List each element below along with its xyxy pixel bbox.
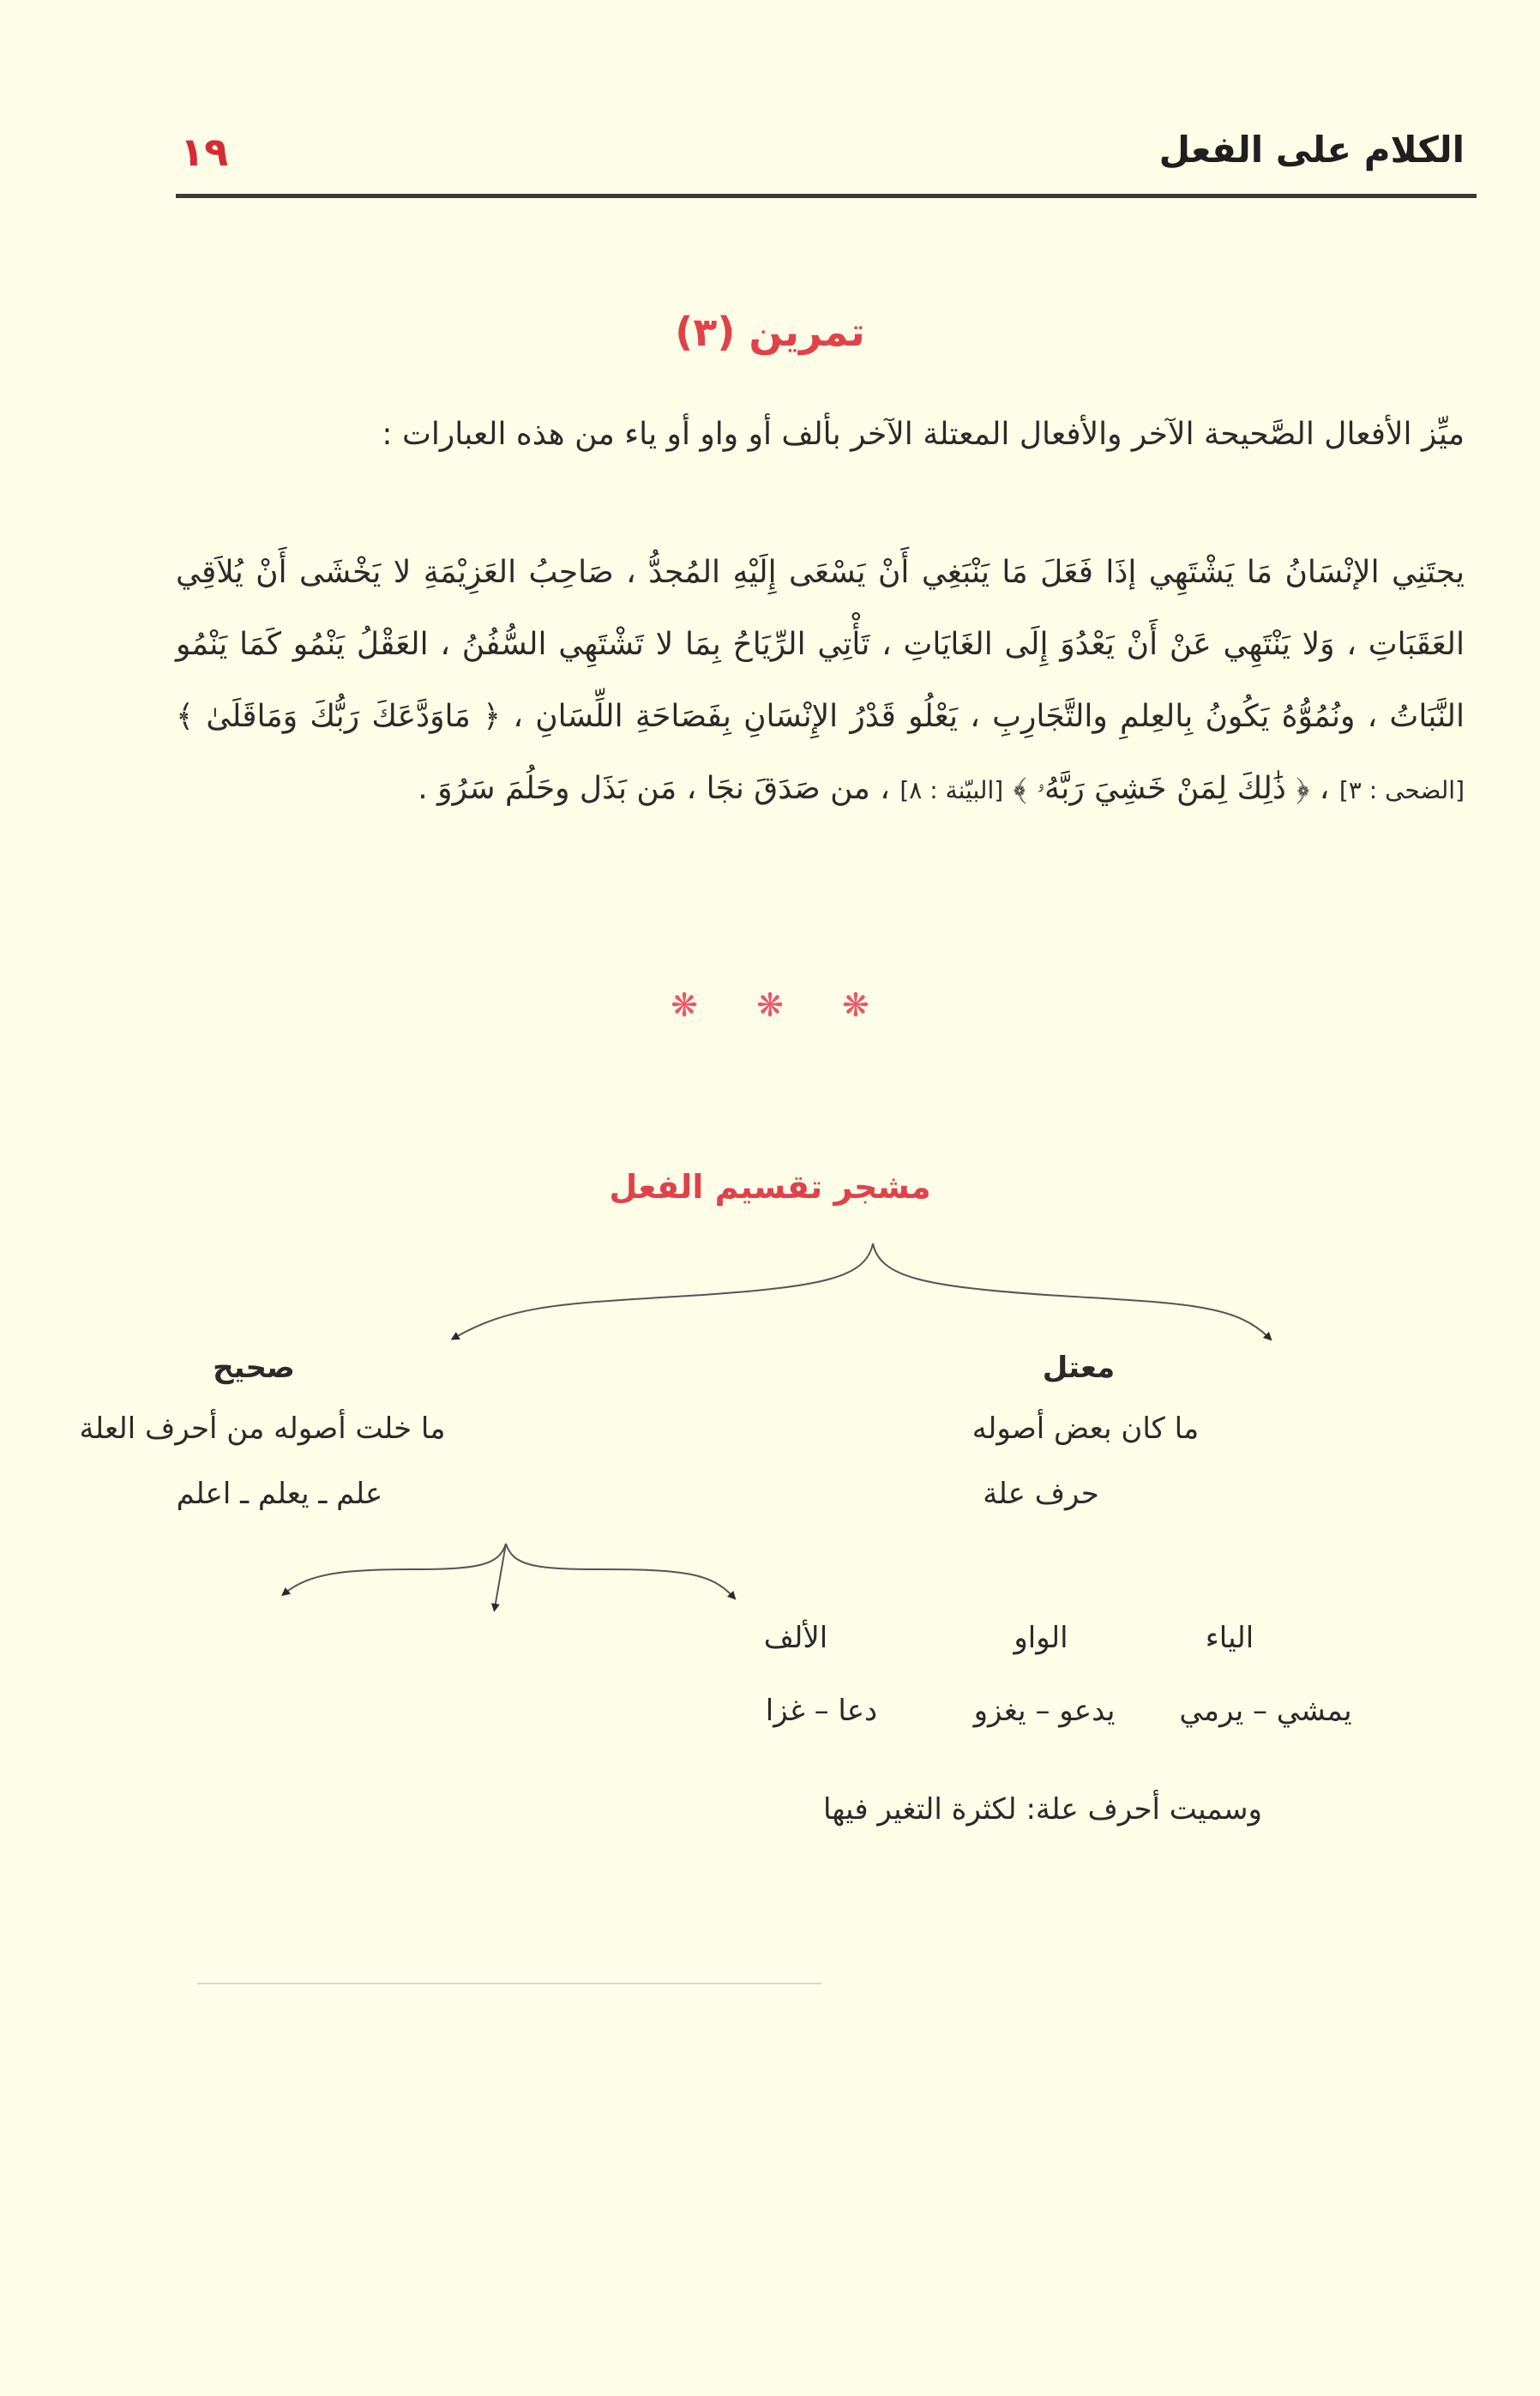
arrow-to-ya [285, 1544, 506, 1593]
exercise-sentences [176, 537, 1465, 827]
quran-verse-1: ﴿ مَاوَدَّعَكَ رَبُّكَ وَمَاقَلَىٰ ﴾ [176, 699, 502, 734]
tree-node-alif-label: الألف [763, 1621, 828, 1655]
section-divider [0, 986, 1540, 1024]
tree-node-waw-label: الواو [1014, 1621, 1068, 1655]
arrow-to-mutall [454, 1243, 873, 1338]
tree-node-sahih-examples: علم ـ يعلم ـ اعلم [176, 1477, 383, 1511]
quran-verse-1-reference: [الضحى : ٣] [1338, 776, 1465, 804]
tree-node-sahih-label: صحيح [213, 1351, 295, 1385]
page-number: ١٩ [180, 129, 229, 175]
header-rule [176, 194, 1477, 198]
tree-title: مشجر تقسيم الفعل [609, 1168, 931, 1206]
quran-verse-2-reference: [البيّنة : ٨] [899, 776, 1004, 804]
exercise-title: تمرين (٣) [675, 309, 865, 355]
sentences-part-2: ، من صَدَقَ نجَا ، مَن بَذَل وحَلُمَ سَرُوَ . [418, 771, 900, 806]
tree-node-mutall-definition-line2: حرف علة [983, 1477, 1099, 1511]
tree-note: وسميت أحرف علة: لكثرة التغير فيها [823, 1792, 1262, 1827]
footnote-rule [197, 1983, 821, 1984]
exercise-instruction: ميِّز الأفعال الصَّحيحة الآخر والأفعال المعتلة الآخر بألف أو واو أو ياء من هذه العبارات : [382, 417, 1465, 452]
tree-node-ya-examples: يمشي – يرمي [1179, 1694, 1352, 1728]
tree-node-mutall-definition-line1: ما كان بعض أصوله [972, 1412, 1200, 1446]
arrow-to-waw [495, 1544, 506, 1608]
quran-verse-2: ﴿ ذَٰلِكَ لِمَنْ خَشِيَ رَبَّهُۥ ﴾ [1013, 771, 1310, 806]
tree-node-sahih-definition: ما خلت أصوله من أحرف العلة [79, 1412, 446, 1446]
sentences-part-1: يجتَنِي الإنْسَانُ مَا يَشْتَهِي إذَا فَعَلَ مَا يَنْبَغِي أَنْ يَسْعَى إِلَيْهِ المُجدُّ ، صَاحِبُ العَزِيْمَةِ لا يَخْشَى أَنْ يُلاَقِي العَقَبَاتِ ، وَلا يَنْتَهِي عَنْ أَنْ يَعْدُوَ إِلَى الغَايَاتِ ، تَأْتِي الرِّيَاحُ بِمَا لا تَشْتَهِي السُّفُنُ ، العَقْلُ يَنْمُو كَمَا يَنْمُو النَّبَاتُ ، ونُمُوُّهُ يَكُونُ بِالعِلمِ والتَّجَارِبِ ، يَعْلُو قَدْرُ الإِنْسَانِ بِفَصَاحَةِ اللِّسَانِ ، [176, 555, 1465, 734]
star-ornament-icon: ❋ [756, 986, 784, 1024]
separator: ، [1309, 771, 1339, 806]
tree-node-alif-examples: دعا – غزا [765, 1694, 878, 1728]
star-ornament-icon: ❋ [671, 986, 698, 1024]
tree-node-mutall-label: معتل [1042, 1351, 1116, 1385]
tree-node-waw-examples: يدعو – يغزو [973, 1694, 1116, 1728]
running-header-title: الكلام على الفعل [1158, 129, 1465, 171]
arrow-to-alif [506, 1544, 733, 1597]
star-ornament-icon: ❋ [842, 986, 869, 1024]
tree-node-ya-label: الياء [1205, 1621, 1254, 1655]
arrow-to-sahih [873, 1243, 1269, 1338]
